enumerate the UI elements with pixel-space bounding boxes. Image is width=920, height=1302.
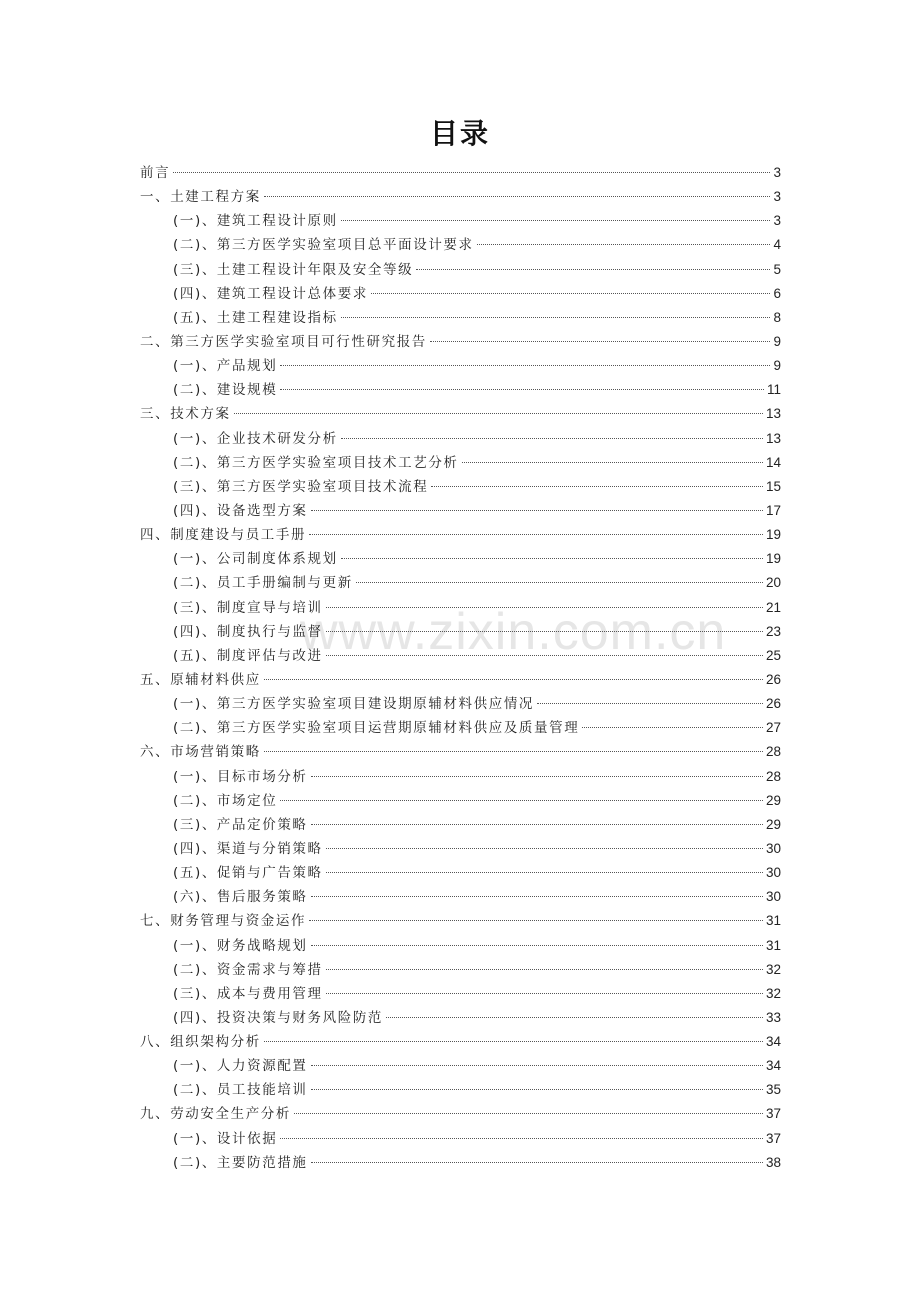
toc-section-entry[interactable]: [140, 354, 781, 378]
toc-section-entry[interactable]: [140, 620, 781, 644]
toc-page-number: 4: [773, 237, 781, 253]
toc-section-entry[interactable]: [140, 934, 781, 958]
toc-dot-leader: [341, 220, 771, 221]
toc-entry-text: (二)、第三方医学实验室项目运营期原辅材料供应及质量管理: [173, 720, 580, 737]
toc-page-number: 30: [765, 889, 781, 905]
toc-entry-text: (一)、人力资源配置: [173, 1058, 308, 1075]
toc-section-entry[interactable]: [140, 427, 781, 451]
toc-page-number: 3: [773, 165, 781, 180]
toc-page-number: 5: [773, 261, 781, 277]
toc-entry-text: (二)、员工技能培训: [173, 1082, 308, 1099]
toc-section-entry[interactable]: [140, 1151, 781, 1175]
toc-chapter-entry[interactable]: [140, 330, 781, 354]
toc-dot-leader: [341, 558, 763, 559]
toc-section-entry[interactable]: [140, 209, 781, 233]
toc-entry-text: (四)、设备选型方案: [173, 502, 308, 519]
toc-page-number: 21: [765, 599, 781, 615]
toc-section-entry[interactable]: [140, 306, 781, 330]
toc-page-number: 38: [765, 1154, 781, 1170]
toc-dot-leader: [264, 751, 763, 752]
toc-entry-text: 二、第三方医学实验室项目可行性研究报告: [140, 333, 427, 350]
toc-chapter-entry[interactable]: [140, 1102, 781, 1126]
toc-dot-leader: [280, 800, 763, 801]
toc-page-number: 20: [765, 575, 781, 591]
toc-dot-leader: [311, 1162, 763, 1163]
toc-page-number: 31: [765, 937, 781, 953]
toc-page-number: 28: [765, 744, 781, 760]
toc-section-entry[interactable]: [140, 789, 781, 813]
toc-dot-leader: [431, 486, 763, 487]
toc-entry-text: (一)、建筑工程设计原则: [173, 213, 338, 230]
toc-section-entry[interactable]: [140, 813, 781, 837]
toc-entry-text: (一)、公司制度体系规划: [173, 551, 338, 568]
toc-entry-text: (一)、产品规划: [173, 358, 278, 375]
toc-entry-text: (三)、土建工程设计年限及安全等级: [173, 261, 414, 278]
toc-page-number: 23: [765, 623, 781, 639]
toc-section-entry[interactable]: [140, 716, 781, 740]
toc-page-number: 37: [765, 1130, 781, 1146]
toc-chapter-entry[interactable]: [140, 909, 781, 933]
toc-section-entry[interactable]: [140, 282, 781, 306]
toc-dot-leader: [309, 920, 763, 921]
toc-entry-text: (四)、投资决策与财务风险防范: [173, 1009, 384, 1026]
toc-section-entry[interactable]: [140, 1006, 781, 1030]
toc-section-entry[interactable]: [140, 1078, 781, 1102]
toc-page-number: 34: [765, 1034, 781, 1050]
toc-section-entry[interactable]: [140, 378, 781, 402]
toc-dot-leader: [311, 776, 763, 777]
toc-dot-leader: [311, 945, 763, 946]
toc-page-number: 6: [773, 285, 781, 301]
toc-dot-leader: [311, 1065, 763, 1066]
toc-entry-text: (三)、制度宣导与培训: [173, 599, 323, 616]
toc-dot-leader: [371, 293, 771, 294]
toc-chapter-entry[interactable]: [140, 740, 781, 764]
toc-page-number: 13: [765, 430, 781, 446]
toc-page-number: 15: [765, 478, 781, 494]
toc-page-number: 9: [773, 358, 781, 374]
toc-chapter-entry[interactable]: [140, 161, 781, 185]
toc-dot-leader: [264, 679, 763, 680]
toc-section-entry[interactable]: [140, 475, 781, 499]
toc-page-number: 32: [765, 961, 781, 977]
toc-entry-text: (四)、渠道与分销策略: [173, 840, 323, 857]
toc-section-entry[interactable]: [140, 982, 781, 1006]
toc-entry-text: (六)、售后服务策略: [173, 889, 308, 906]
toc-entry-text: (二)、资金需求与筹措: [173, 961, 323, 978]
toc-entry-text: (五)、促销与广告策略: [173, 865, 323, 882]
toc-entry-text: (一)、目标市场分析: [173, 768, 308, 785]
toc-dot-leader: [294, 1113, 763, 1114]
toc-dot-leader: [326, 631, 763, 632]
toc-page-number: 32: [765, 985, 781, 1001]
toc-chapter-entry[interactable]: [140, 523, 781, 547]
toc-chapter-entry[interactable]: [140, 668, 781, 692]
toc-entry-text: 六、市场营销策略: [140, 744, 261, 761]
toc-page-number: 34: [765, 1058, 781, 1074]
toc-section-entry[interactable]: [140, 837, 781, 861]
toc-entry-text: 三、技术方案: [140, 406, 231, 423]
toc-entry-text: (二)、建设规模: [173, 382, 278, 399]
toc-entry-text: (二)、市场定位: [173, 792, 278, 809]
toc-page-number: 26: [765, 696, 781, 712]
toc-dot-leader: [264, 196, 771, 197]
toc-list: [140, 161, 781, 1175]
toc-entry-text: (四)、制度执行与监督: [173, 623, 323, 640]
toc-dot-leader: [326, 655, 763, 656]
toc-page-number: 25: [765, 647, 781, 663]
toc-page-number: 27: [765, 720, 781, 736]
toc-dot-leader: [280, 1138, 763, 1139]
toc-page-number: 33: [765, 1009, 781, 1025]
toc-dot-leader: [173, 172, 770, 173]
toc-section-entry[interactable]: [140, 547, 781, 571]
toc-dot-leader: [356, 582, 763, 583]
toc-entry-text: 一、土建工程方案: [140, 189, 261, 206]
toc-entry-text: 前言: [140, 165, 171, 181]
toc-chapter-entry[interactable]: [140, 402, 781, 426]
toc-dot-leader: [326, 607, 763, 608]
toc-dot-leader: [430, 341, 771, 342]
toc-page-number: 3: [773, 189, 781, 205]
toc-page-number: 3: [773, 213, 781, 229]
toc-entry-text: (三)、第三方医学实验室项目技术流程: [173, 478, 429, 495]
toc-page-number: 8: [773, 309, 781, 325]
toc-entry-text: 九、劳动安全生产分析: [140, 1106, 291, 1123]
toc-entry-text: (三)、成本与费用管理: [173, 985, 323, 1002]
toc-entry-text: (一)、企业技术研发分析: [173, 430, 338, 447]
toc-entry-text: (二)、第三方医学实验室项目总平面设计要求: [173, 237, 474, 254]
toc-page-number: 19: [765, 551, 781, 567]
toc-entry-text: (五)、土建工程建设指标: [173, 309, 338, 326]
toc-dot-leader: [386, 1017, 763, 1018]
toc-dot-leader: [326, 993, 763, 994]
toc-page-number: 29: [765, 792, 781, 808]
toc-dot-leader: [234, 413, 763, 414]
toc-page-number: 29: [765, 816, 781, 832]
toc-page-number: 14: [765, 454, 781, 470]
watermark-text: www.zixin.com.cn: [300, 603, 727, 661]
toc-entry-text: (二)、第三方医学实验室项目技术工艺分析: [173, 454, 459, 471]
toc-page-number: 28: [765, 768, 781, 784]
toc-section-entry[interactable]: [140, 861, 781, 885]
toc-section-entry[interactable]: [140, 885, 781, 909]
toc-section-entry[interactable]: [140, 765, 781, 789]
toc-section-entry[interactable]: [140, 233, 781, 257]
toc-page-number: 26: [765, 671, 781, 687]
toc-dot-leader: [264, 1041, 763, 1042]
toc-page-number: 11: [766, 382, 781, 398]
toc-page-number: 30: [765, 865, 781, 881]
toc-dot-leader: [311, 510, 763, 511]
toc-entry-text: (二)、主要防范措施: [173, 1154, 308, 1171]
toc-page-number: 35: [765, 1082, 781, 1098]
toc-section-entry[interactable]: [140, 1054, 781, 1078]
toc-dot-leader: [326, 969, 763, 970]
toc-page-number: 13: [765, 406, 781, 422]
toc-dot-leader: [326, 872, 763, 873]
toc-entry-text: (四)、建筑工程设计总体要求: [173, 285, 368, 302]
toc-entry-text: (五)、制度评估与改进: [173, 647, 323, 664]
toc-section-entry[interactable]: [140, 258, 781, 282]
toc-dot-leader: [341, 438, 763, 439]
toc-page-number: 37: [765, 1106, 781, 1122]
toc-dot-leader: [311, 1089, 763, 1090]
toc-dot-leader: [462, 462, 763, 463]
toc-dot-leader: [537, 703, 763, 704]
toc-dot-leader: [280, 365, 770, 366]
toc-entry-text: (一)、设计依据: [173, 1130, 278, 1147]
toc-dot-leader: [582, 727, 763, 728]
toc-section-entry[interactable]: [140, 451, 781, 475]
toc-entry-text: (一)、财务战略规划: [173, 937, 308, 954]
toc-entry-text: 四、制度建设与员工手册: [140, 527, 307, 544]
toc-section-entry[interactable]: [140, 499, 781, 523]
toc-section-entry[interactable]: [140, 692, 781, 716]
toc-dot-leader: [341, 317, 771, 318]
toc-entry-text: 五、原辅材料供应: [140, 671, 261, 688]
toc-dot-leader: [311, 824, 763, 825]
toc-title: 目录: [429, 117, 490, 150]
toc-dot-leader: [477, 244, 771, 245]
toc-dot-leader: [416, 269, 770, 270]
toc-dot-leader: [280, 389, 764, 390]
toc-page-number: 30: [765, 840, 781, 856]
toc-dot-leader: [309, 534, 763, 535]
toc-page-number: 9: [773, 333, 781, 349]
toc-section-entry[interactable]: [140, 571, 781, 595]
toc-section-entry[interactable]: [140, 1127, 781, 1151]
toc-dot-leader: [311, 896, 763, 897]
toc-page-number: 31: [765, 913, 781, 929]
toc-entry-text: (一)、第三方医学实验室项目建设期原辅材料供应情况: [173, 696, 535, 713]
toc-entry-text: 八、组织架构分析: [140, 1034, 261, 1051]
toc-chapter-entry[interactable]: [140, 1030, 781, 1054]
toc-entry-text: (二)、员工手册编制与更新: [173, 575, 353, 592]
toc-section-entry[interactable]: [140, 596, 781, 620]
toc-page-number: 17: [765, 502, 781, 518]
toc-entry-text: (三)、产品定价策略: [173, 816, 308, 833]
toc-dot-leader: [326, 848, 763, 849]
toc-entry-text: 七、财务管理与资金运作: [140, 913, 307, 930]
toc-section-entry[interactable]: [140, 644, 781, 668]
toc-page-number: 19: [765, 527, 781, 543]
toc-section-entry[interactable]: [140, 958, 781, 982]
toc-chapter-entry[interactable]: [140, 185, 781, 209]
